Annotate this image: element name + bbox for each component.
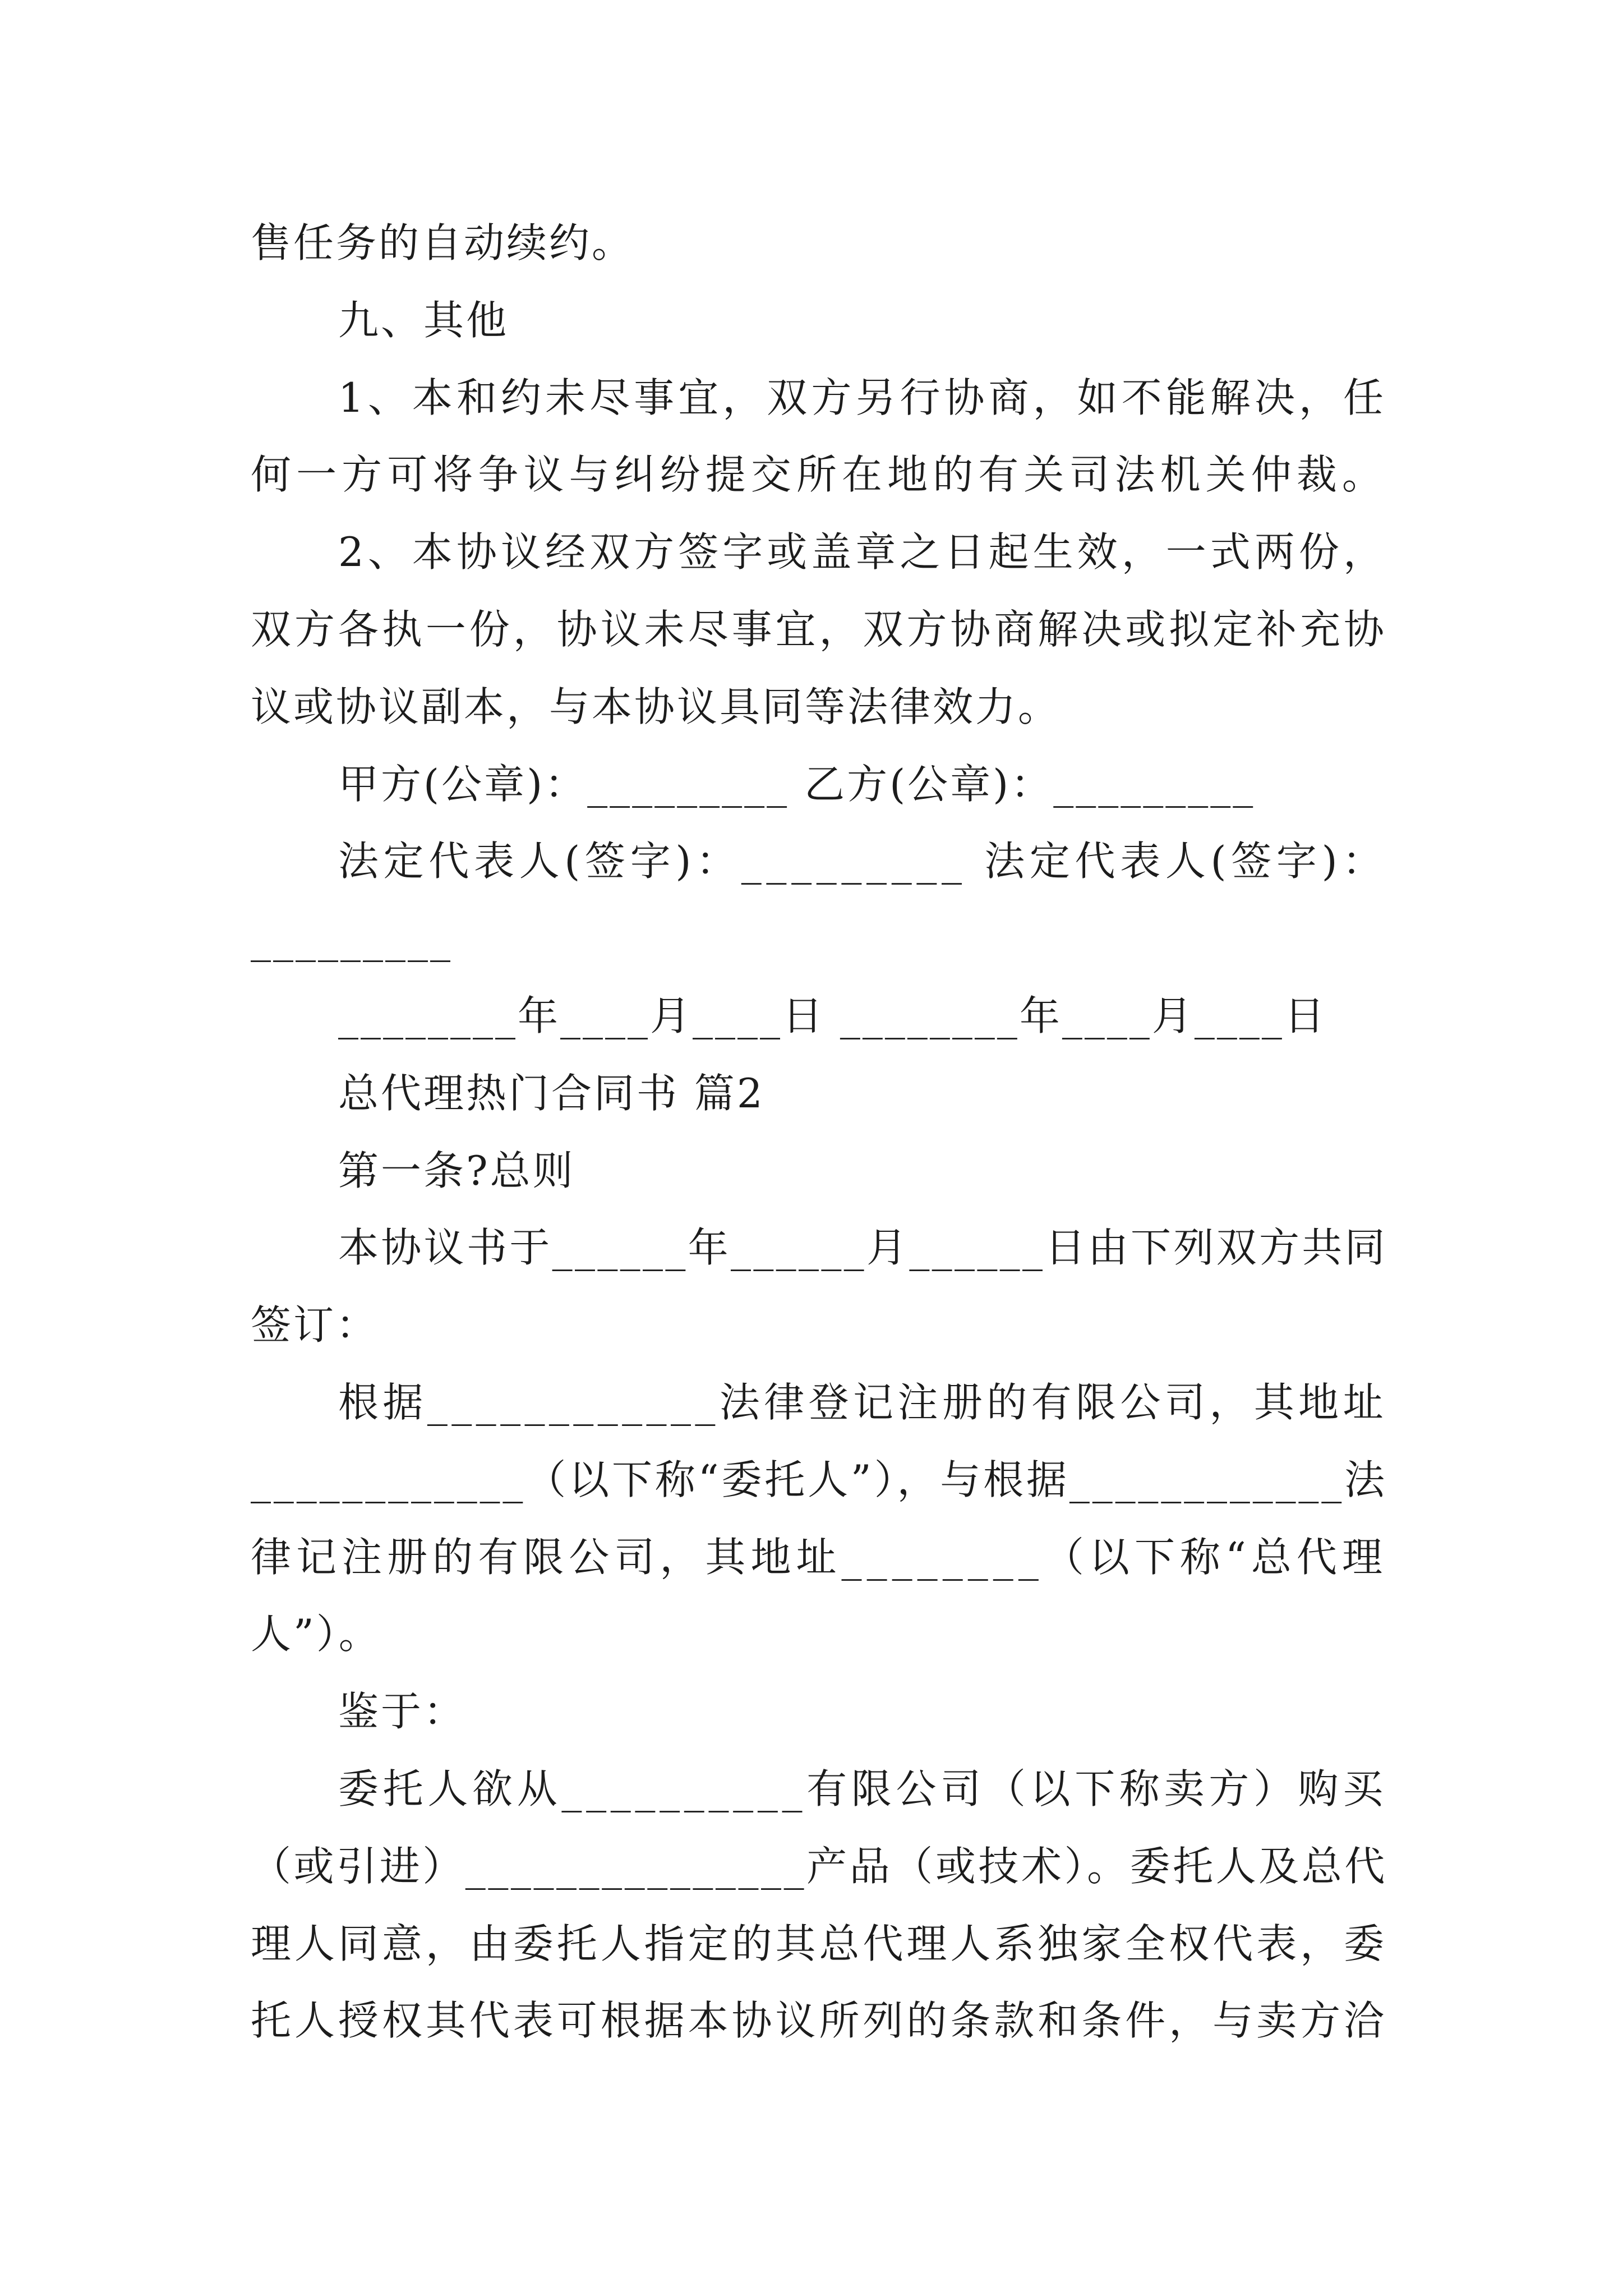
body-text-line: （或引进）_______________产品（或技术）。委托人及总代 bbox=[251, 1842, 1387, 1890]
signature-blank-line: _________ bbox=[251, 915, 453, 963]
body-text-line: 律记注册的有限公司，其地址________（以下称“总代理 bbox=[251, 1533, 1387, 1581]
recital-heading: 鉴于： bbox=[338, 1688, 467, 1736]
document-body bbox=[251, 205, 1387, 2060]
body-text-line: 委托人欲从__________有限公司（以下称卖方）购买 bbox=[338, 1765, 1387, 1812]
signature-representative-line: 法定代表人(签字)：_________ 法定代表人(签字)： bbox=[338, 838, 1387, 885]
body-text-line: 售任务的自动续约。 bbox=[251, 219, 635, 266]
body-text-line: ____________（以下称“委托人”），与根据____________法 bbox=[251, 1456, 1387, 1503]
contract-title: 总代理热门合同书 篇2 bbox=[338, 1069, 765, 1117]
body-text-line: 根据____________法律登记注册的有限公司，其地址 bbox=[338, 1378, 1387, 1426]
clause-line: 议或协议副本，与本协议具同等法律效力。 bbox=[251, 683, 1061, 730]
body-text-line: 签订： bbox=[251, 1301, 379, 1349]
section-heading: 九、其他 bbox=[338, 296, 509, 344]
clause-line: 何一方可将争议与纠纷提交所在地的有关司法机关仲裁。 bbox=[251, 451, 1387, 499]
body-text-line: 本协议书于______年______月______日由下列双方共同 bbox=[338, 1224, 1387, 1272]
body-text-line: 托人授权其代表可根据本协议所列的条款和条件，与卖方洽 bbox=[251, 1997, 1387, 2045]
article-heading: 第一条?总则 bbox=[338, 1147, 575, 1194]
body-text-line: 理人同意，由委托人指定的其总代理人系独家全权代表，委 bbox=[251, 1920, 1387, 1967]
signature-seal-line: 甲方(公章)：_________ 乙方(公章)：_________ bbox=[338, 760, 1256, 808]
date-line: ________年____月____日 ________年____月____日 bbox=[338, 992, 1327, 1039]
clause-line: 双方各执一份，协议未尽事宜，双方协商解决或拟定补充协 bbox=[251, 605, 1387, 653]
body-text-line: 人”）。 bbox=[251, 1611, 381, 1658]
clause-line: 2、本协议经双方签字或盖章之日起生效，一式两份， bbox=[338, 528, 1387, 576]
clause-line: 1、本和约未尽事宜，双方另行协商，如不能解决，任 bbox=[338, 374, 1387, 421]
